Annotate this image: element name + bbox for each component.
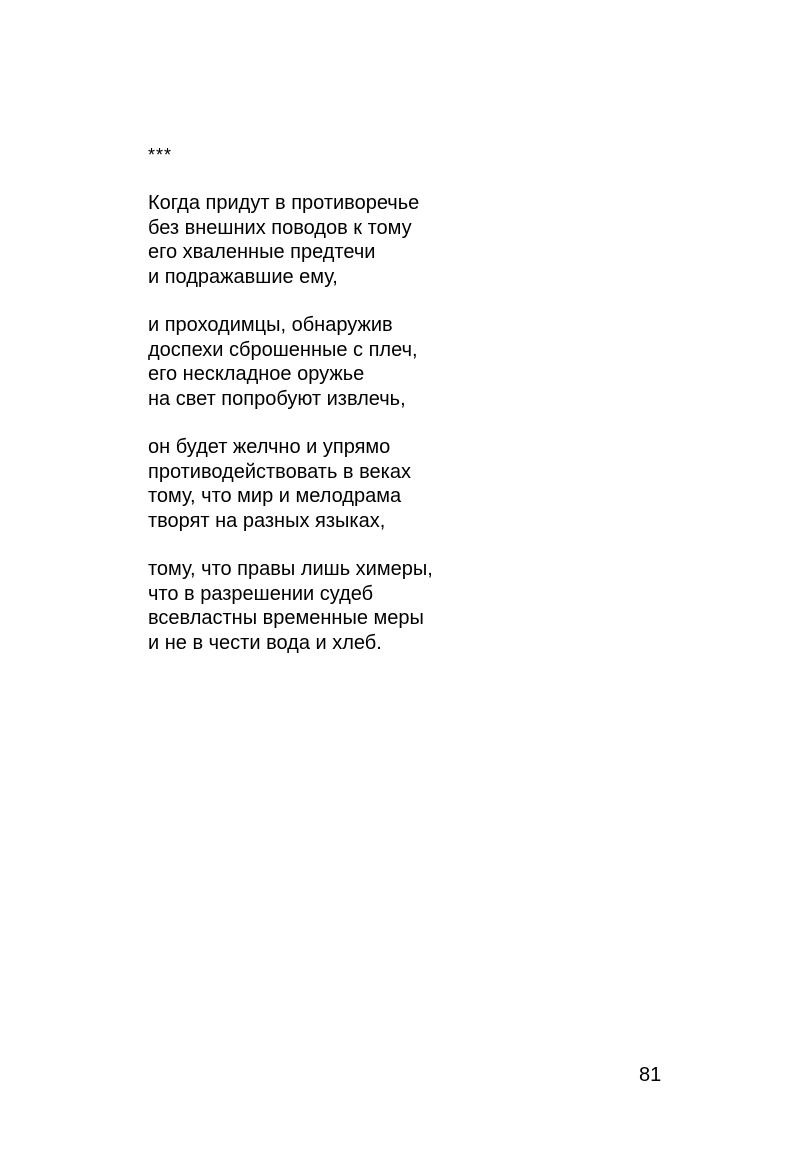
poem-line: доспехи сброшенные с плеч,	[148, 338, 418, 361]
poem-line: тому, что правы лишь химеры,	[148, 558, 433, 580]
poem-line: на свет попробуют извлечь,	[148, 387, 406, 410]
stanza-3	[148, 435, 648, 533]
poem-line: что в разрешении судеб	[148, 582, 374, 605]
poem-line: его нескладное оружье	[148, 363, 365, 385]
poem-line: и подражавшие ему,	[148, 265, 338, 288]
poem	[148, 143, 648, 655]
poem-line: всевластны временные меры	[148, 607, 424, 629]
poem-line: Когда придут в противоречье	[148, 192, 420, 214]
stanza-1	[148, 191, 648, 289]
section-separator: ***	[148, 145, 173, 165]
poem-line: тому, что мир и мелодрама	[148, 485, 402, 507]
poem-line: без внешних поводов к тому	[148, 216, 412, 239]
poem-line: противодействовать в веках	[148, 460, 411, 483]
poem-line: он будет желчно и упрямо	[148, 436, 391, 458]
stanza-4	[148, 557, 648, 655]
page-number: 81	[639, 1064, 662, 1086]
poem-line: его хваленные предтечи	[148, 241, 376, 263]
poem-line: творят на разных языках,	[148, 509, 386, 532]
stanza-2	[148, 313, 648, 411]
poem-line: и проходимцы, обнаружив	[148, 314, 393, 336]
poem-line: и не в чести вода и хлеб.	[148, 631, 382, 654]
